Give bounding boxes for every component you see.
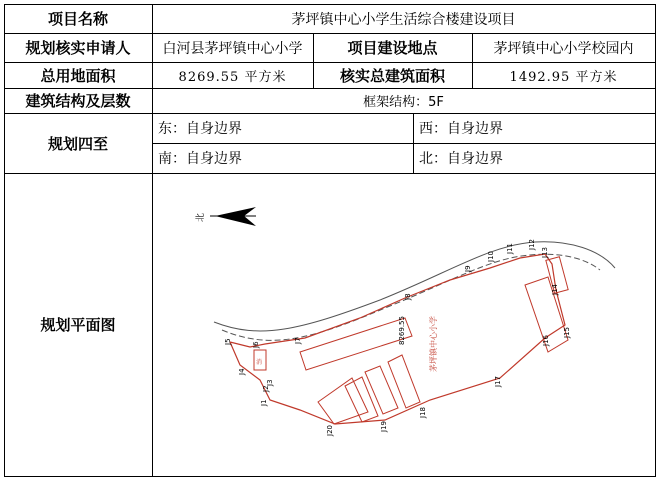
north-arrow-icon: [210, 207, 256, 226]
boundaries-label: 规划四至: [47, 134, 108, 153]
total-area-label: 总用地面积: [40, 66, 116, 85]
point-label-j18: J18: [419, 407, 427, 418]
point-label-j2: J2: [262, 385, 270, 392]
point-label-j1: J1: [260, 399, 268, 406]
point-label-j20: J20: [326, 425, 334, 436]
point-label-j17: J17: [494, 376, 502, 387]
location-value: 茅坪镇中心小学校园内: [493, 40, 634, 57]
building-block-2: [345, 377, 378, 422]
site-plan-drawing: [152, 174, 655, 476]
applicant-value: 白河县茅坪镇中心小学: [162, 40, 303, 57]
applicant-label: 规划核实申请人: [25, 39, 131, 57]
point-label-j7: J7: [294, 337, 302, 344]
area-label: 8269.55: [398, 316, 406, 345]
boundary-east: 东：自身边界: [158, 121, 242, 137]
site-plan-label: 规划平面图: [40, 316, 116, 334]
point-label-j5: J5: [224, 338, 232, 345]
boundary-west: 西：自身边界: [419, 121, 503, 137]
total-area-value: 8269.55 平方米: [178, 69, 287, 85]
project-name-value: 茅坪镇中心小学生活综合楼建设项目: [291, 11, 516, 28]
point-label-j10: J10: [487, 251, 495, 262]
building-block-4: [388, 355, 420, 408]
boundary-north: 北：自身边界: [419, 151, 503, 167]
point-label-j3: J3: [266, 379, 274, 386]
point-label-j8: J8: [404, 293, 412, 300]
north-label: 北: [196, 212, 206, 222]
project-name-label: 项目名称: [47, 10, 108, 28]
point-label-j4: J4: [238, 368, 246, 375]
building-block-1: [318, 378, 368, 424]
school-label: 茅坪镇中心小学: [429, 316, 438, 372]
building-block-3: [365, 366, 398, 414]
small-building-label: 消: [256, 359, 263, 366]
point-label-j11: J11: [506, 243, 514, 254]
point-label-j9: J9: [464, 265, 472, 272]
point-label-j14: J14: [551, 284, 559, 295]
structure-value: 框架结构：5F: [363, 95, 444, 110]
location-label: 项目建设地点: [347, 39, 438, 57]
structure-label: 建筑结构及层数: [25, 92, 131, 110]
table-border-bottom: [4, 476, 656, 477]
point-label-j13: J13: [541, 247, 549, 258]
point-label-j15: J15: [563, 327, 571, 338]
building-area-label: 核实总建筑面积: [339, 66, 445, 85]
boundary-south: 南：自身边界: [158, 151, 242, 167]
building-main: [300, 318, 412, 370]
point-label-j12: J12: [528, 239, 536, 250]
point-label-j6: J6: [252, 341, 260, 348]
table-border-right: [655, 4, 656, 477]
point-label-j16: J16: [542, 335, 550, 346]
point-label-j19: J19: [380, 421, 388, 432]
building-area-value: 1492.95 平方米: [509, 69, 618, 85]
